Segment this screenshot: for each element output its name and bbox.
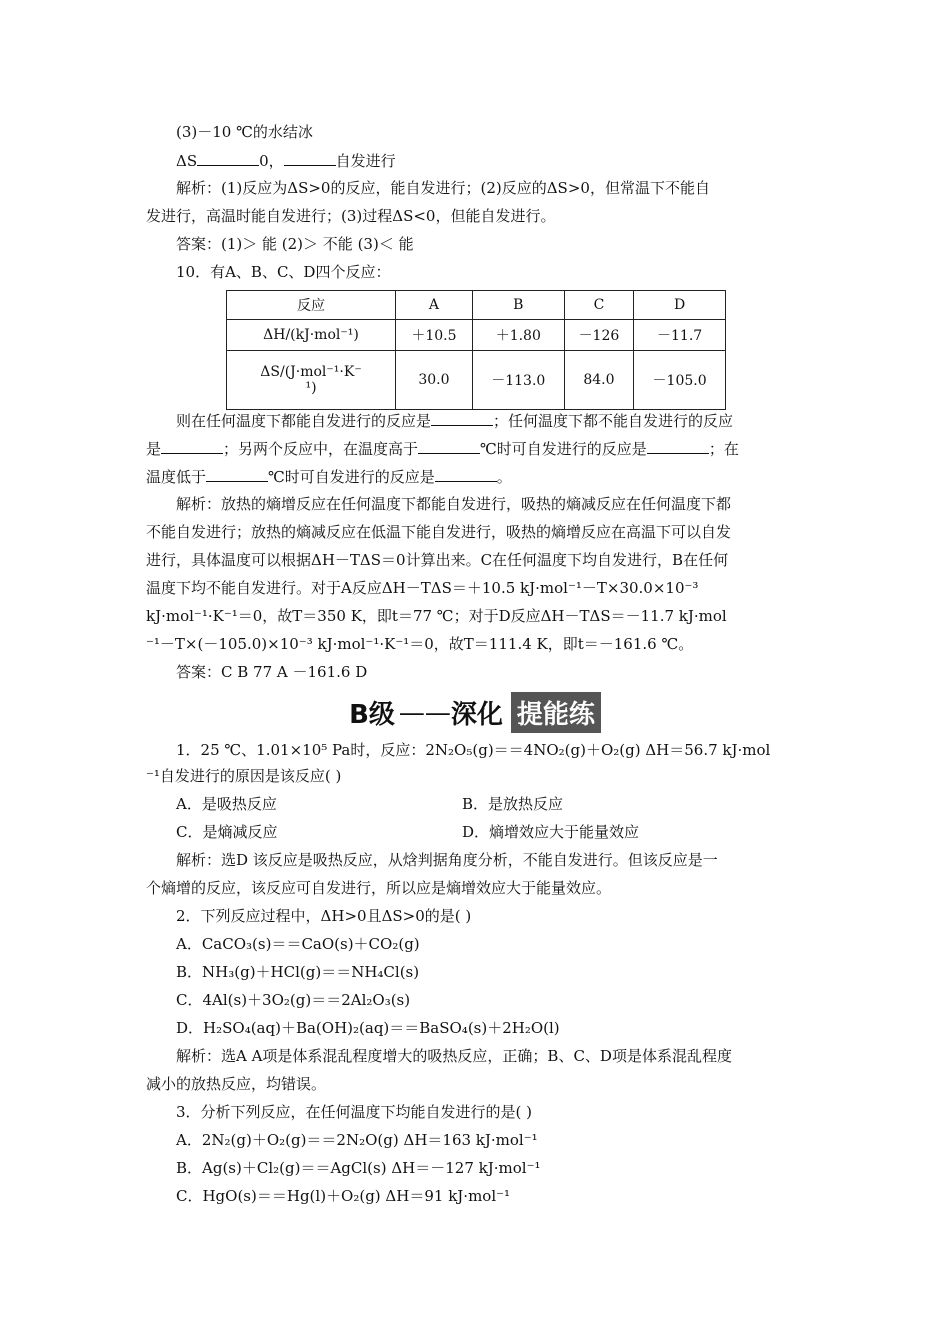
answer-blank [435,466,497,482]
text-span: ；另两个反应中，在温度高于 [223,440,419,458]
text-line: (3)－10 ℃的水结冰 [176,123,313,141]
solution-line: 解析：选D 该反应是吸热反应，从焓判据角度分析，不能自发进行。但该反应是一 [176,851,718,869]
cell-line: ΔS/(J·mol⁻¹·K⁻ [260,364,362,380]
answer-blank [206,466,268,482]
text-span: ；任何温度下都不能自发进行的反应 [493,412,734,430]
option-a: A．CaCO₃(s)＝＝CaO(s)＋CO₂(g) [176,935,420,953]
answer-blank [647,438,709,454]
option-b: B．Ag(s)＋Cl₂(g)＝＝AgCl(s) ΔH＝－127 kJ·mol⁻¹ [176,1159,541,1177]
section-dash: —— [398,697,451,728]
option-c: C．HgO(s)＝＝Hg(l)＋O₂(g) ΔH＝91 kJ·mol⁻¹ [176,1187,511,1205]
question-2: 2．下列反应过程中，ΔH>0且ΔS>0的是( ) [176,907,472,925]
table-cell: 30.0 [396,351,473,410]
reaction-table [226,290,726,410]
table-cell: ΔH/(kJ·mol⁻¹) [227,320,396,351]
text-line: kJ·mol⁻¹·K⁻¹＝0，故T＝350 K，即t＝77 ℃；对于D反应ΔH－TΔS＝－11.7 kJ·mol [146,607,727,625]
section-header [0,692,950,733]
question-1: 1．25 ℃、1.01×10⁵ Pa时，反应：2N₂O₅(g)＝＝4NO₂(g)＋O₂(g) ΔH＝56.7 kJ·mol [176,741,771,759]
text-line: ⁻¹－T×(－105.0)×10⁻³ kJ·mol⁻¹·K⁻¹＝0，故T＝111.4 K，即t＝－161.6 ℃。 [146,635,694,653]
text-span: 是 [146,440,162,458]
text-span: 温度低于 [146,468,207,486]
option-d: D．H₂SO₄(aq)＋Ba(OH)₂(aq)＝＝BaSO₄(s)＋2H₂O(l) [176,1019,560,1037]
option-b: B．NH₃(g)＋HCl(g)＝＝NH₄Cl(s) [176,963,420,981]
table-cell: －105.0 [634,351,726,410]
text-line: 解析：(1)反应为ΔS>0的反应，能自发进行；(2)反应的ΔS>0，但常温下不能自 [176,179,710,197]
text-line: 解析：放热的熵增反应在任何温度下都能自发进行，吸热的熵减反应在任何温度下都 [176,495,732,513]
option-a: A．是吸热反应 [176,795,277,813]
answer-blank [284,150,336,166]
table-cell: ＋10.5 [396,320,473,351]
table-row [227,351,726,410]
text-line: 发进行，高温时能自发进行；(3)过程ΔS<0，但能自发进行。 [146,207,556,225]
answer-blank [197,150,259,166]
table-row [227,320,726,351]
table-cell: 反应 [227,291,396,320]
text-span: 则在任何温度下都能自发进行的反应是 [176,412,432,430]
text-span: 。 [496,468,512,486]
table-cell: D [634,291,726,320]
section-badge: 提能练 [511,692,601,733]
table-cell [227,351,396,410]
text-span: ΔS [176,152,198,170]
table-cell: B [472,291,564,320]
table-header-row [227,291,726,320]
text-span: ℃时可自发进行的反应是 [480,440,647,458]
text-span: ；在 [708,440,739,458]
text-line [176,150,836,171]
solution-line: 减小的放热反应，均错误。 [146,1075,327,1093]
table-cell: C [564,291,634,320]
text-span: 自发进行 [335,152,396,170]
option-a: A．2N₂(g)＋O₂(g)＝＝2N₂O(g) ΔH＝163 kJ·mol⁻¹ [176,1131,538,1149]
solution-line: 个熵增的反应，该反应可自发进行，所以应是熵增效应大于能量效应。 [146,879,612,897]
option-d: D．熵增效应大于能量效应 [462,823,640,841]
text-span: 0， [259,152,284,170]
table-cell: －113.0 [472,351,564,410]
option-c: C．是熵减反应 [176,823,278,841]
cell-line: ¹) [305,380,317,396]
table-cell: －11.7 [634,320,726,351]
answer-line: 答案：(1)＞ 能 (2)＞ 不能 (3)＜ 能 [176,235,414,253]
table-cell: 84.0 [564,351,634,410]
text-line: ⁻¹自发进行的原因是该反应( ) [146,767,342,785]
answer-blank [418,438,480,454]
text-line [146,438,806,459]
question-10: 10．有A、B、C、D四个反应： [176,263,391,281]
table-cell: A [396,291,473,320]
text-line: 进行，具体温度可以根据ΔH－TΔS＝0计算出来。C在任何温度下均自发进行，B在任何 [146,551,729,569]
table-cell: －126 [564,320,634,351]
section-word: 深化 [450,700,503,730]
text-line [176,410,836,431]
answer-blank [161,438,223,454]
answer-blank [431,410,493,426]
text-line: 温度下均不能自发进行。对于A反应ΔH－TΔS＝＋10.5 kJ·mol⁻¹－T×30.0×10⁻³ [146,579,699,597]
option-b: B．是放热反应 [462,795,564,813]
text-span: ℃时可自发进行的反应是 [268,468,435,486]
answer-line: 答案：C B 77 A －161.6 D [176,663,368,681]
option-c: C．4Al(s)＋3O₂(g)＝＝2Al₂O₃(s) [176,991,411,1009]
section-title [349,692,601,733]
section-level: B级 [349,700,395,730]
solution-line: 解析：选A A项是体系混乱程度增大的吸热反应，正确；B、C、D项是体系混乱程度 [176,1047,732,1065]
text-line [146,466,806,487]
question-3: 3．分析下列反应，在任何温度下均能自发进行的是( ) [176,1103,533,1121]
table-cell: ＋1.80 [472,320,564,351]
text-line: 不能自发进行；放热的熵减反应在低温下能自发进行，吸热的熵增反应在高温下可以自发 [146,523,732,541]
